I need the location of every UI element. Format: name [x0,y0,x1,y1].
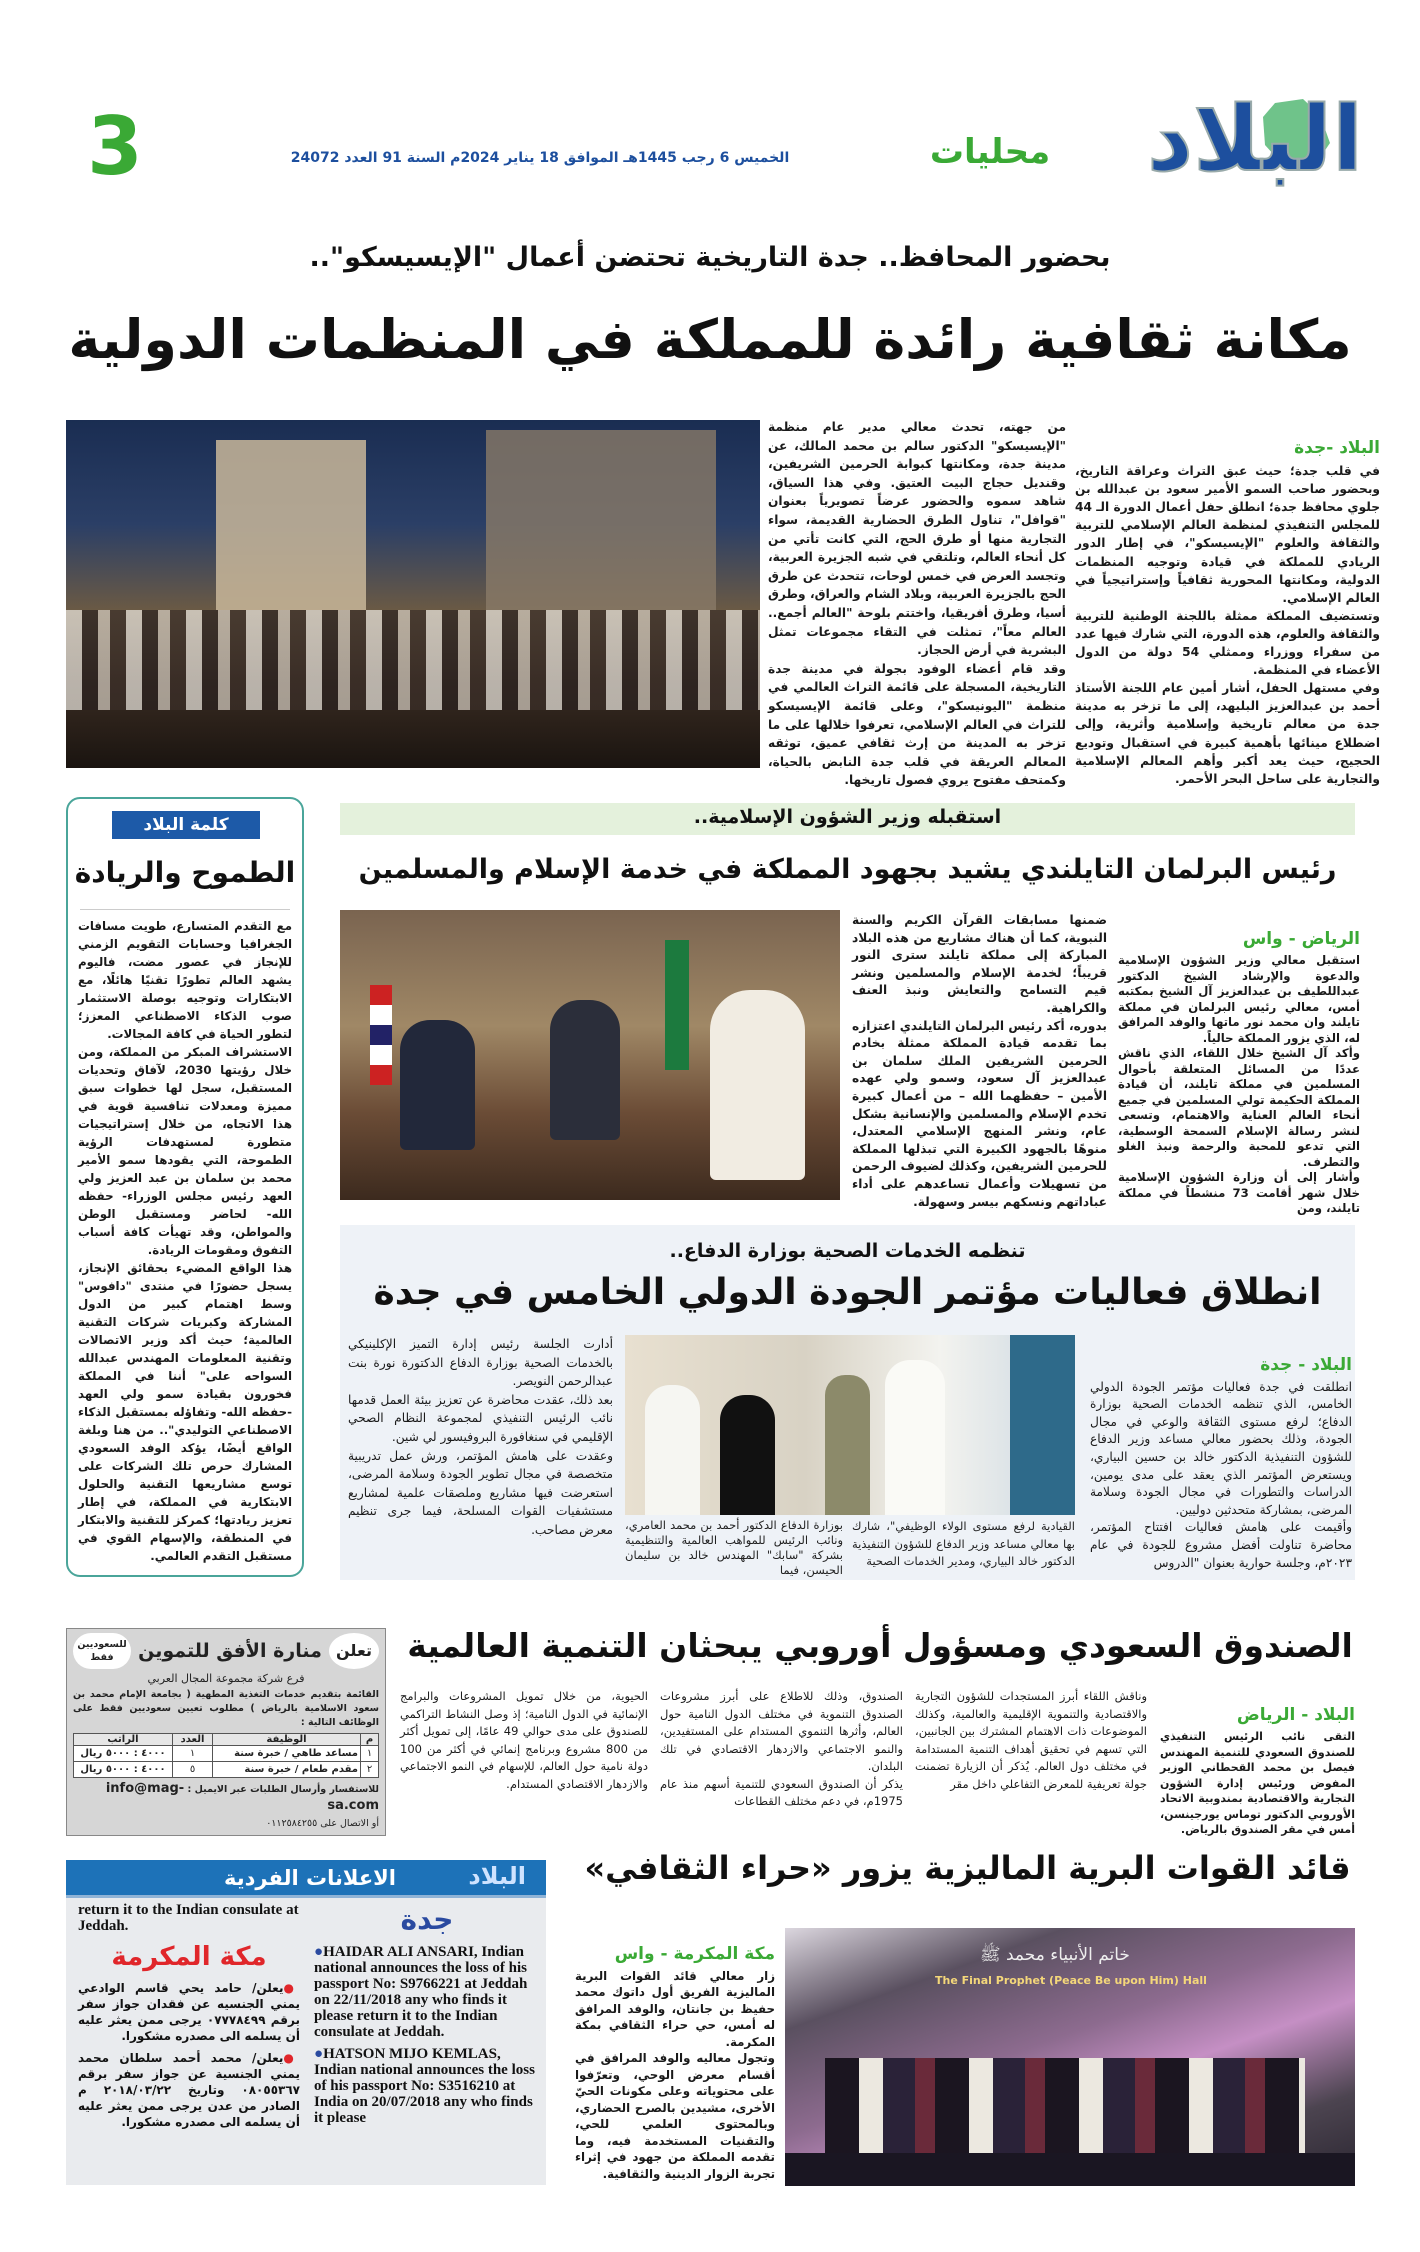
hall-sign-english: The Final Prophet (Peace Be upon Him) Hall [935,1974,1207,1987]
editorial-box [66,797,304,1577]
story3-caption-1: القيادية لرفع مستوى الولاء الوظيفي"، شارك بها معالي مساعد وزير الدفاع للشؤون التنفيذية الدكتور خالد البياري، ومدير الخدمات الصحية [852,1519,1075,1568]
ar-ad-text: يعلن/ حامد يحي قاسم الوادعي يمني الجنسيه عن فقدان جواز سفر برقم ٠٧٧٧٨٤٩٩ يرجى ممن يعثر عليه أن يسلمه الى مصدره مشكورا. [78,1981,300,2043]
story2-dateline: الرياض - واس [1242,929,1360,950]
editorial-badge: كلمة البلاد [112,811,260,839]
story3-dateline: البلاد - جدة [1260,1354,1352,1375]
story4-column-2: وناقش اللقاء أبرز المستجدات للشؤون التجارية والاقتصادية والتنموية الإقليمية والعالمية، وكذلك الموضوعات ذات الاهتمام المشترك بين الجانبين، التي تسهم في تحقيق أهداف التنمية المستدامة في مختلف دول العالم. يُذكر أن الزيارة تضمنت جولة تعريفية للمعرض التفاعلي داخل مقر [915,1689,1147,1791]
lead-photo [66,420,760,768]
story3-caption-2: بوزارة الدفاع الدكتور أحمد بن محمد العامري، ونائب الرئيس للمواهب العالمية والتنظيمية بشركة "سابك" المهندس خالد بن سليمان الحيسن، فيما [625,1518,843,1577]
table-header: الراتب [74,1734,173,1746]
story3-column-1 [1090,1335,1352,1572]
story2-kicker-bar [340,803,1355,835]
ar-ad [78,1980,300,2044]
story2-column-2: ضمنها مسابقات القرآن الكريم والسنة النبوية، كما أن هناك مشاريع من هذه البلاد المباركة إلى مملكة تايلند سترى النور قريباً؛ لخدمة الإسلام والمسلمين ونشر قيم التسامح والتعايش ونبذ العنف والكراهية. بدوره، أكد رئيس البرلمان التايلندي اعتزازه بما تقدمه قيادة المملكة ممثلة بخادم الحرمين الشريفين الملك سلمان بن عبدالعزيز آل سعود، وسمو ولي عهده الأمين – حفظهما الله – من أعمال كبيرة تخدم الإسلام والمسلمين والإنسانية بشكل عام، ونشر المنهج الإسلامي المعتدل، منوهًا بالجهود الكبيرة التي تبذلها المملكة للحرمين الشريفين، وكذلك لضيوف الرحمن من تسهيلات وأعمال تساعدهم على أداء عباداتهم ونسكهم بيسر وسهولة. [852,913,1107,1209]
table-cell: ٥ [173,1762,213,1778]
ad-subtitle: فرع شركة مجموعة المجال العربي [147,1672,305,1685]
ad-contact [73,1781,379,1815]
ad-phone: أو الاتصال على ٠١١٢٥٨٤٢٥٥ [266,1818,379,1829]
story4-column-4: الحيوية، من خلال تمويل المشروعات والبرامج الإنمائية في الدول النامية؛ إذ وصل النشاط التراكمي للصندوق على مدى حوالي 49 عامًا، إلى تمويل أكثر من 800 مشروع وبرنامج إنمائي في أكثر من 100 دولة نامية حول العالم، للإسهام في النمو الاجتماعي والازدهار الاقتصادي المستدام. [400,1689,648,1791]
ad-jobs-table [73,1733,379,1778]
story4-column-3: الصندوق، وذلك للاطلاع على أبرز مشروعات الصندوق التنموية في مختلف الدول النامية حول العالم، وأثرها التنموي المستدام على المستفيدين، والنمو الاجتماعي والازدهار الاقتصادي في تلك البلدان. يذكر أن الصندوق السعودي للتنمية أسهم منذ عام 1975م، في دعم مختلف القطاعات [660,1689,903,1808]
ar-ad [78,2050,300,2130]
lead-column-2: من جهته، تحدث معالي مدير عام منظمة "الإيسيسكو" الدكتور سالم بن محمد المالك، عن مدينة جدة، ومكانتها كبوابة الحرمين الشريفين، وقنديل حجاج البيت العتيق. وفي هذا السياق، شاهد سموه والحضور عرضاً تصويرياً بعنوان "قوافل"، تناول الطرق الحضارية القديمة، سواء التجارية منها أو طرق الحج، التي كانت تأتي من كل أنحاء العالم، وتلتقي في شبه الجزيرة العربية، وتجسد العرض في خمس لوحات، تتحدث عن طرق الحج بالجزيرة العربية، وبلاد الشام والعراق، وطرق أسيا، وطرق أفريقيا، واختتم بلوحة "العالم أجمع.. العالم معاً"، تمثلت في التقاء مجموعات تمثل البشرية في أرض الحجاز. وقد قام أعضاء الوفود بجولة في مدينة جدة التاريخية، المسجلة على قائمة التراث العالمي في منظمة "اليونيسكو"، وعلى قائمة الإيسيسكو للتراث في العالم الإسلامي، تعرفوا خلالها على ما تزخر به المدينة من إرث ثقافي عميق، توثقه المعالم العريقة في قلب جدة النابض بالحياة، وكمتحف مفتوح يروي فصول تاريخها. [768,420,1066,788]
ad-saudis-only-burst: للسعوديين فقط [73,1633,131,1669]
classifieds-logo: البلاد [468,1862,526,1890]
lead-dateline: البلاد -جدة [1294,438,1380,459]
en-ad-text: HAIDAR ALI ANSARI, Indian national announces the loss of his passport No: S9766221 at Jeddah on 22/11/2018 any who finds it please return it to the Indian consulate at Jeddah. [314,1944,528,2040]
en-ad [314,1944,540,2040]
table-cell: ٤٠٠٠ : ٥٠٠٠ ريال [74,1746,173,1762]
story3-body-1: انطلقت في جدة فعاليات مؤتمر الجودة الدولي الخامس، الذي تنظمه الخدمات الصحية بوزارة الدفاع؛ لرفع مستوى الثقافة والوعي في مجال الجودة، وذلك بحضور معالي مساعد وزير الدفاع للشؤون التنفيذية الدكتور خالد بن حسين البياري، ويستعرض المؤتمر الذي يعقد على مدى يومين، الدراسات والتطورات في مجال الجودة وسلامة المرضى، بمشاركة متحدثين دوليين. وأقيمت على هامش فعاليات افتتاح المؤتمر، محاضرة تناولت أفضل مشروع للجودة في عام ٢٠٢٣م، وجلسة حوارية بعنوان "الدروس [1090,1379,1352,1570]
classifieds-box [66,1860,546,2185]
story4-body-1: التقى نائب الرئيس التنفيذي للصندوق السعودي للتنمية المهندس فيصل بن محمد القحطاني الوزير المفوض ورئيس إدارة الشؤون التجارية والاقتصادية بمندوبية الاتحاد الأوروبي الدكتور توماس يورجينسن، أمس في مقر الصندوق بالرياض. [1160,1730,1355,1837]
issue-dateline: الخميس 6 رجب 1445هـ الموافق 18 يناير 2024م السنة 91 العدد 24072 [290,150,790,166]
bullet-icon: ● [283,1981,300,1995]
ad-announces-burst: تعلن [329,1633,379,1669]
story4-column-1 [1160,1688,1355,1838]
classifieds-column-makkah [78,1902,300,2130]
table-row [74,1762,379,1778]
lead-body-1: في قلب جدة؛ حيث عبق التراث وعراقة التاريخ، وبحضور صاحب السمو الأمير سعود بن عبدالله بن جلوي محافظ جدة؛ انطلق حفل أعمال الدورة الـ 44 للمجلس التنفيذي لمنظمة العالم الإسلامي للتربية والثقافة والعلوم "الإيسيسكو"، في إطار الدور الريادي للمملكة في قيادة وتوجيه المنظمات الدولية، ومكانتها المحورية ثقافياً وإستراتيجياً في العالم الإسلامي. وتستضيف المملكة ممثلة باللجنة الوطنية للتربية والثقافة والعلوم، هذه الدورة، التي شارك فيها عدد من سفراء ووزراء وممثلي 54 دولة من الدول الأعضاء في المنظمة. وفي مستهل الحفل، أشار أمين عام اللجنة الأستاذ أحمد بن عبدالعزيز البليهد، إلى ما تزخر به مدينة جدة من معالم تاريخية وإسلامية وأثرية، وإلى اضطلاع مينائها بأهمية كبيرة في استقبال وتوديع الحجيج، حيث يعد أكبر وأهم المعالم الإسلامية والتجارية على ساحل البحر الأحمر. [1075,464,1380,786]
hall-sign-arabic: خاتم الأنبياء محمد ﷺ [980,1945,1130,1965]
bullet-icon: ● [283,2051,300,2065]
story3-photo [625,1335,1075,1515]
jeddah-heading: جدة [400,1903,454,1936]
table-header: الوظيفة [213,1734,361,1746]
ad-contact-label: للاستفسار وأرسال الطلبات عبر الايميل : [187,1784,379,1795]
en-ad-text: HATSON MIJO KEMLAS, Indian national announces the loss of his passport No: S3516210 at India on 20/07/2018 any who finds it please [314,2046,535,2126]
table-cell: ٤٠٠٠ : ٥٠٠٠ ريال [74,1762,173,1778]
logo-text: البلاد [1147,87,1363,192]
story2-kicker: استقبله وزير الشؤون الإسلامية.. [693,806,1002,828]
newspaper-logo [1125,87,1385,205]
story5-column [575,1925,775,2182]
story5-dateline: مكة المكرمة - واس [614,1943,775,1964]
story4-dateline: البلاد - الرياض [1236,1705,1355,1726]
ad-email-link[interactable]: info@mag-sa.com [105,1781,379,1813]
section-title: محليات [929,132,1051,172]
table-cell: ١ [173,1746,213,1762]
story2-headline: رئيس البرلمان التايلندي يشيد بجهود المملكة في خدمة الإسلام والمسلمين [358,854,1337,885]
story5-body: زار معالي قائد القوات البرية الماليزية الفريق أول داتوك محمد حفيظ بن جانتان، والوفد المرافق له أمس، حي حراء الثقافي بمكة المكرمة. وتجول معاليه والوفد المرافق في أقسام معرض الوحي، وتعرّفوا على محتوياته وعلى مكونات الحيّ الأخرى، مشيدين بالصرح الحضاري، وبالمحتوى العلمي للحي، والتقنيات المستخدمة فيه، وما تقدمه المملكة من جهود في إثراء تجربة الزوار الدينية والثقافية. [575,1968,775,2181]
table-cell: مساعد طاهي / خبرة سنة [213,1746,361,1762]
story2-column-1 [1118,912,1360,1216]
bullet-icon: ● [314,2046,324,2062]
story5-photo [785,1928,1355,2186]
table-header: العدد [173,1734,213,1746]
continued-ad: return it to the Indian consulate at Jeddah. [78,1902,299,1934]
story2-body-1: استقبل معالي وزير الشؤون الإسلامية والدعوة والإرشاد الشيخ الدكتور عبداللطيف بن عبدالعزيز آل الشيخ بمكتبه أمس، معالي رئيس البرلمان في مملكة تايلند وان محمد نور ماتها والوفد المرافق له، الذي يزور المملكة حالياً. وأكد آل الشيخ خلال اللقاء، الذي ناقش عددًا من المسائل المتعلقة بأحوال المسلمين في مملكة تايلند، أن قيادة المملكة الحكيمة تولي المسلمين في جميع أنحاء العالم العناية والاهتمام، وتسعى لنشر رسالة الإسلام السمحة الوسطية، التي تدعو للمحبة والرحمة ونبذ الغلو والتطرف. وأشار إلى أن وزارة الشؤون الإسلامية خلال شهر أقامت 73 منشطاً في مملكة تايلند، ومن [1118,953,1360,1215]
story3-column-2: أدارت الجلسة رئيس إدارة التميز الإكلينيكي بالخدمات الصحية بوزارة الدفاع الدكتورة نورة بنت عبدالرحمن النويصر. بعد ذلك، عقدت محاضرة عن تعزيز بيئة العمل قدمها نائب الرئيس التنفيذي لمجموعة النظام الصحي الإقليمي في سنغافورة البروفيسور لي شين. وعقدت على هامش المؤتمر، ورش عمل تدريبية متخصصة في مجال تطوير الجودة وسلامة المرضى، استعرضت فيها مشاريع وملصقات علمية لمشاريع مستشفيات القوات المسلحة، فيما جرى تنظيم معرض مصاحب. [348,1337,613,1537]
makkah-heading: مكة المكرمة [111,1942,267,1972]
table-cell: ١ [361,1746,379,1762]
lead-column-1 [1075,418,1380,788]
story2-photo [340,910,840,1200]
ad-company-name: منارة الأفق للتموين [138,1640,322,1662]
table-cell: ٢ [361,1762,379,1778]
table-cell: مقدم طعام / خبرة سنة [213,1762,361,1778]
editorial-title: الطموح والريادة [74,856,296,889]
lead-kicker: بحضور المحافظ.. جدة التاريخية تحتضن أعمال "الإيسيسكو".. [309,242,1111,273]
story4-headline: الصندوق السعودي ومسؤول أوروبي يبحثان التنمية العالمية [407,1626,1353,1665]
table-row [74,1746,379,1762]
editorial-body: مع التقدم المتسارع، طويت مسافات الجغرافيا وحسابات التقويم الزمني للإنجاز في عصور مضت، فاليوم يشهد العالم تطورًا تقنيًا هائلًا، مع الابتكارات وتوجيه بوصلة الاستثمار صوب الذكاء الاصطناعي المعزز؛ لتطور الحياة في كافة المجالات. الاستشراف المبكر من المملكة، ومن خلال رؤيتها 2030، لآفاق وتحديات المستقبل، سجل لها خطوات سبق مميزة ومعدلات تنافسية قوية في هذا الاتجاه، من خلال إستراتيجيات متطورة لمستهدفات الرؤية الطموحة، التي يقودها سمو الأمير محمد بن سلمان بن عبد العزيز ولي العهد رئيس مجلس الوزراء- حفظه الله- لحاضر ومستقبل الوطن والمواطن، وقد تهيأت كافة أسباب التفوق ومقومات الريادة. هذا الواقع المضيء بحقائق الإنجاز، يسجل حضورًا في منتدى "دافوس" وسط اهتمام كبير من الدول المشاركة وكبريات شركات التقنية العالمية؛ حيث أكد وزير الاتصالات وتقنية المعلومات المهندس عبدالله السواحه على" أننا في المملكة فخورون بقيادة سمو ولي العهد -حفظه الله- وتفاؤله بمستقبل الذكاء الاصطناعي التوليدي".. من هنا وبلغة الواقع أيضًا، يؤكد الوفد السعودي المشارك حرص تلك الشركات على توسع مشاريعها التقنية والحلول الابتكارية في المملكة، في إطار تعزيز ريادتها؛ كمركز للتقنية والابتكار في المنطقة، والإسهام القوي في مستقبل التقدم العالمي. [78,919,292,1563]
en-ad [314,2046,540,2126]
story3-headline: انطلاق فعاليات مؤتمر الجودة الدولي الخامس في جدة [373,1272,1322,1313]
classifieds-column-jeddah [314,1902,540,2126]
ar-ad-text: يعلن/ محمد أحمد سلطان محمد يمني الجنسية عن جواز سفر برقم ٠٨٠٥٥٣٦٧ وتاريخ ٢٠١٨/٠٣/٢٢ م الصادر من عدن يرجى ممن يعثر عليه أن يسلمه الى مصدره مشكورا. [78,2051,300,2129]
job-ad [66,1628,386,1836]
lead-headline: مكانة ثقافية رائدة للمملكة في المنظمات الدولية [68,308,1352,371]
bullet-icon: ● [314,1944,324,1960]
ad-description: القائمة بتقديم خدمات التغذية المطهية ( بجامعة الإمام محمد بن سعود الاسلامية بالرياض ) مطلوب تعيين سعوديين فقط على الوظائف التالية : [73,1689,379,1728]
table-header: م [361,1734,379,1746]
ad-header-row [73,1633,379,1669]
classifieds-header [66,1860,546,1898]
story3-kicker: تنظمه الخدمات الصحية بوزارة الدفاع.. [669,1240,1026,1262]
page-number: 3 [87,100,143,193]
classifieds-title: الاعلانات الفردية [224,1866,396,1890]
story5-headline: قائد القوات البرية الماليزية يزور «حراء الثقافي» [584,1849,1351,1887]
masthead [0,0,1420,220]
